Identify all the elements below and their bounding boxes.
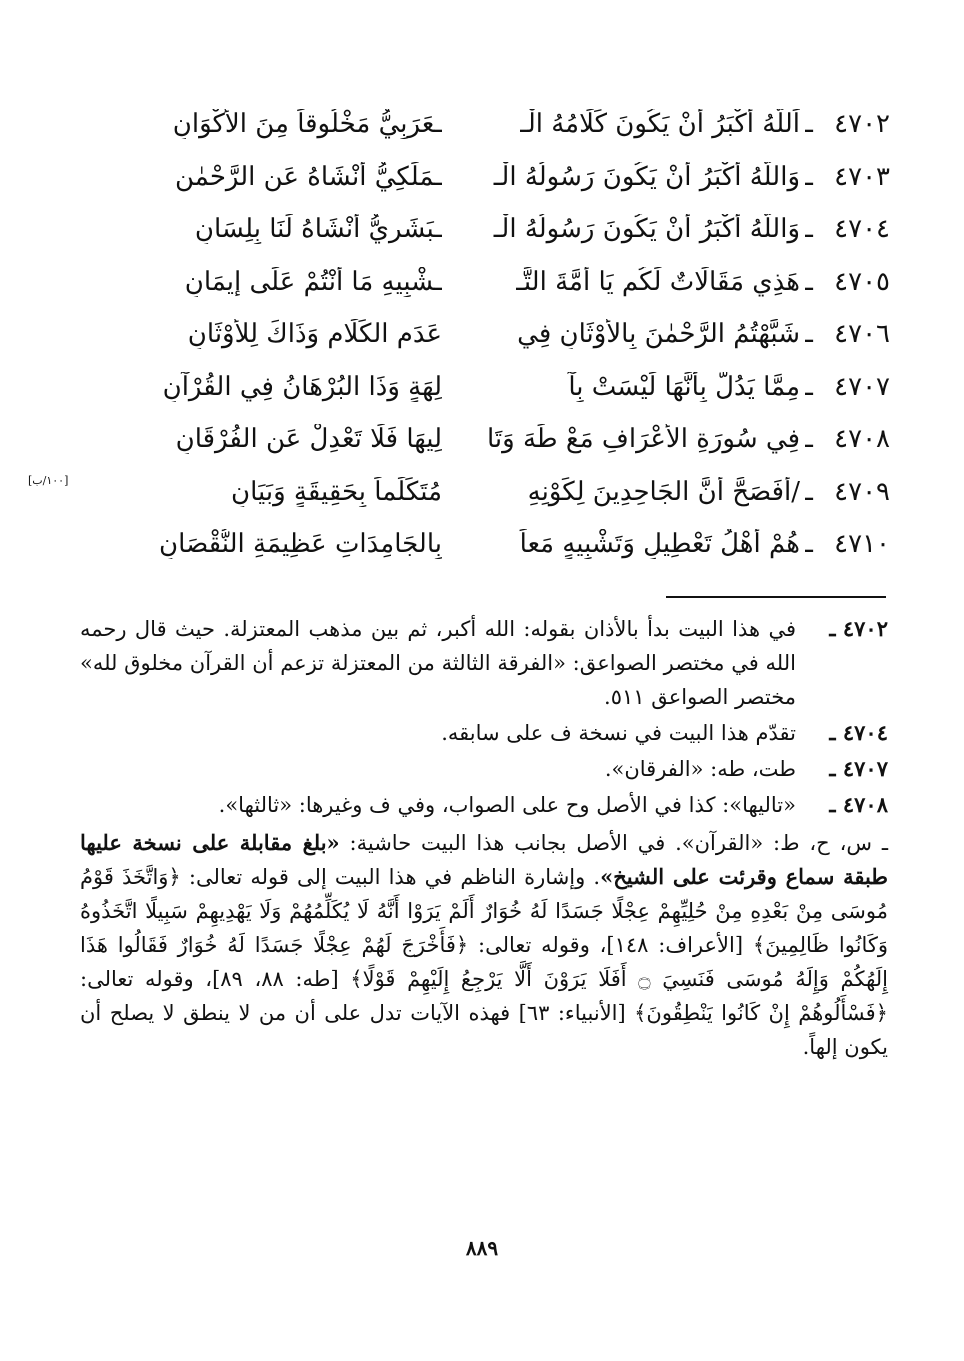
verse-number: ٤٧٠٨	[834, 424, 890, 455]
footnote-text: «تاليها»: كذا في الأصل وح على الصواب، وفي ف وغيرها: «ثالثها».	[218, 793, 796, 817]
verse-dash: ـ	[805, 529, 813, 560]
footnote-item	[80, 788, 888, 822]
verse-dash: ـ	[805, 214, 813, 245]
verse-second-hemistich: لِهَةٍ وَذَا البُرْهَانُ فِي القُرْآنِ	[162, 371, 442, 402]
verse-second-hemistich: ـمَلَكِيُّ أَنْشَاهُ عَنِ الرَّحْمٰنِ	[175, 161, 442, 192]
verse-dash: ـ	[805, 476, 813, 507]
footnote-number: ٤٧٠٧ ـ	[829, 756, 888, 781]
verse-dash: ـ	[805, 424, 813, 455]
verse-second-hemistich: عَدَمِ الكَلَامِ وَذَاكَ لِلأَوْثَانِ	[187, 319, 442, 350]
verse-row	[28, 466, 890, 519]
verse-first-hemistich: اَللَّهُ أَكْبَرُ أَنْ يَكُونَ كَلَامُهُ الْـ	[520, 109, 800, 140]
verse-number: ٤٧٠٢	[834, 109, 890, 140]
footnote-text: في هذا البيت بدأ بالأذان بقوله: الله أكبر، ثم بين مذهب المعتزلة. حيث قال رحمه الله في مختصر الصواعق: «الفرقة الثالثة من المعتزلة تزعم أن القرآن مخلوق لله» مختصر الصواعق ٥١١.	[80, 617, 796, 709]
verse-dash: ـ	[805, 109, 813, 140]
verse-dash: ـ	[805, 266, 813, 297]
footnote-number: ٤٧٠٨ ـ	[829, 792, 888, 817]
footnote-item	[80, 612, 888, 714]
verse-number: ٤٧٠٥	[834, 266, 890, 297]
manuscript-folio-ref: [١٠٠/ب]	[28, 473, 69, 487]
footnote-number: ٤٧٠٤ ـ	[829, 720, 888, 745]
verse-first-hemistich: هَذِي مَقَالَاتٌ لَكُم يَا أُمَّةَ التَّـ	[516, 266, 800, 297]
footnote-item	[80, 716, 888, 750]
verse-second-hemistich: مُتَكَلِّماً بِحَقِيقَةٍ وَبَيَانِ	[231, 476, 442, 507]
verse-row	[70, 361, 890, 414]
verse-second-hemistich: لِيهَا فَلَا تَعْدِلْ عَنِ الفُرْقَانِ	[175, 424, 442, 455]
footnote-item	[80, 752, 888, 786]
verse-dash: ـ	[805, 161, 813, 192]
footnote-continuation	[80, 826, 888, 1064]
verse-first-hemistich: شَبَّهْتُمُ الرَّحْمٰنَ بِالأَوْثَانِ فِي	[517, 319, 800, 350]
verse-row	[70, 256, 890, 309]
verse-number: ٤٧٠٣	[834, 161, 890, 192]
footnote-list	[80, 612, 888, 822]
verse-first-hemistich: وَاللَّهُ أَكْبَرُ أَنْ يَكُونَ رَسُولُهُ الْـ	[493, 161, 800, 192]
footnotes	[80, 612, 888, 1064]
verse-dash: ـ	[805, 319, 813, 350]
continuation-text-2: . وإشارة الناظم في هذا البيت إلى قوله تعالى: ﴿وَاتَّخَذَ قَوْمُ مُوسَى مِنْ بَعْدِهِ مِنْ حُلِيِّهِمْ عِجْلًا جَسَدًا لَهُ خُوَارٌ أَلَمْ يَرَوْا أَنَّهُ لَا يُكَلِّمُهُمْ وَلَا يَهْدِيهِمْ سَبِيلًا اتَّخَذُوهُ وَكَانُوا ظَالِمِينَ﴾ [الأعراف: ١٤٨]، وقوله تعالى: ﴿فَأَخْرَجَ لَهُمْ عِجْلًا جَسَدًا لَهُ خُوَارٌ فَقَالُوا هَذَا إِلَهُكُمْ وَإِلَهُ مُوسَى فَنَسِيَ ۝ أَفَلَا يَرَوْنَ أَلَّا يَرْجِعُ إِلَيْهِمْ قَوْلًا﴾ [طه: ٨٨، ٨٩]، وقوله تعالى: ﴿فَسْأَلُوهُمْ إِنْ كَانُوا يَنْطِقُونَ﴾ [الأنبياء: ٦٣] فهذه الآيات تدل على أن من لا ينطق لا يصلح أن يكون إلهاً.	[80, 865, 889, 1059]
verse-row	[70, 308, 890, 361]
verse-number: ٤٧٠٧	[834, 371, 890, 402]
verse-dash: ـ	[805, 371, 813, 402]
verse-second-hemistich: ـعَرَبِيُّ مَخْلُوقاً مِنَ الأَكْوَانِ	[172, 109, 442, 140]
verse-number: ٤٧١٠	[834, 529, 890, 560]
verse-first-hemistich: هُمْ أَهْلُ تَعْطِيلٍ وَتَشْبِيهٍ مَعاً	[519, 529, 800, 560]
continuation-bold-quote: «بلغ مقابلة على نسخة عليها طبقة سماع وقرئت على الشيخ»	[80, 830, 888, 889]
verse-second-hemistich: ـشْبِيهِ مَا أَنْتُمْ عَلَى إِيمَانِ	[184, 266, 442, 297]
verse-second-hemistich: ـبَشَرِيُّ أَنْشَاهُ لَنَا بِلِسَانِ	[194, 214, 442, 245]
verse-row	[70, 518, 890, 571]
verse-number: ٤٧٠٦	[834, 319, 890, 350]
verse-row	[70, 203, 890, 256]
footnote-text: تقدّم هذا البيت في نسخة ف على سابقه.	[441, 721, 796, 745]
footnote-separator	[666, 596, 886, 598]
verse-number: ٤٧٠٤	[834, 214, 890, 245]
verse-row	[70, 413, 890, 466]
verse-row	[70, 151, 890, 204]
page-number: ٨٨٩	[465, 1236, 499, 1260]
footnote-text: طت، طه: «الفرقان».	[604, 757, 796, 781]
footnote-number: ٤٧٠٢ ـ	[829, 616, 888, 641]
verse-first-hemistich: وَاللَّهُ أَكْبَرُ أَنْ يَكُونَ رَسُولُهُ الْـ	[493, 214, 800, 245]
verse-first-hemistich: /أَفَصَحَّ أَنَّ الجَاحِدِينَ لِكَوْنِهِ	[527, 476, 800, 507]
poem-verses	[28, 98, 890, 571]
verse-first-hemistich: فِي سُورَةِ الأَعْرَافِ مَعْ طَهَ وَتَا	[486, 424, 800, 455]
verse-number: ٤٧٠٩	[834, 476, 890, 507]
verse-second-hemistich: بِالجَامِدَاتِ عَظِيمَةِ النُّقْصَانِ	[159, 529, 442, 560]
verse-row	[70, 98, 890, 151]
verse-first-hemistich: مِمَّا يَدُلُّ بِأَنَّهَا لَيْسَتْ بِآ	[568, 371, 800, 402]
continuation-text-1: ـ س، ح، ط: «القرآن». في الأصل بجانب هذا البيت حاشية:	[339, 831, 888, 855]
